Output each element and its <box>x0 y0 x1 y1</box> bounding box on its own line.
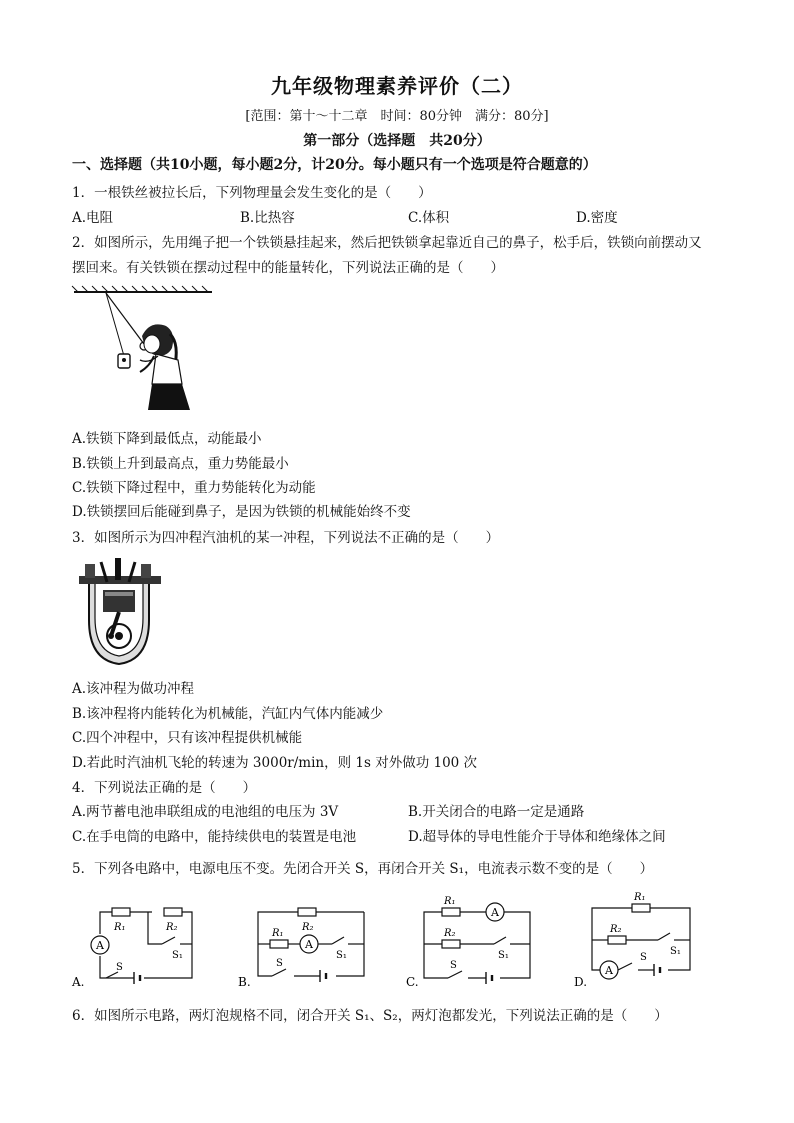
q2-stem-line2: 摆回来。有关铁锁在摆动过程中的能量转化，下列说法正确的是（ ） <box>72 260 504 276</box>
q2-stem-line1: 2．如图所示，先用绳子把一个铁锁悬挂起来，然后把铁锁拿起靠近自己的鼻子，松手后，铁锁向前摆动又 <box>72 235 702 251</box>
circuit-c-diagram <box>406 898 546 992</box>
q3-option-c: C.四个冲程中，只有该冲程提供机械能 <box>72 730 303 746</box>
q4-option-d: D.超导体的导电性能介于导体和绝缘体之间 <box>408 829 666 845</box>
circuit-c-s-label: S <box>450 960 457 971</box>
q2-option-d: D.铁锁摆回后能碰到鼻子，是因为铁锁的机械能始终不变 <box>72 504 411 520</box>
circuit-d-ammeter-label: A <box>605 964 613 977</box>
q4-option-c: C.在手电筒的电路中，能持续供电的装置是电池 <box>72 829 357 845</box>
q3-option-b: B.该冲程将内能转化为机械能，汽缸内气体内能减少 <box>72 706 384 722</box>
q4-option-b: B.开关闭合的电路一定是通路 <box>408 804 585 820</box>
q2-option-b: B.铁锁上升到最高点，重力势能最小 <box>72 456 289 472</box>
circuit-d-r1-label: R₁ <box>634 892 646 903</box>
section-heading: 一、选择题（共10小题，每小题2分，计20分。每小题只有一个选项是符合题意的） <box>72 157 597 173</box>
q1-stem: 1．一根铁丝被拉长后，下列物理量会发生变化的是（ ） <box>72 185 432 201</box>
circuit-b-label: B. <box>238 975 251 989</box>
q3-stem: 3．如图所示为四冲程汽油机的某一冲程，下列说法不正确的是（ ） <box>72 530 500 546</box>
q3-option-a: A.该冲程为做功冲程 <box>72 681 195 697</box>
q4-stem: 4．下列说法正确的是（ ） <box>72 780 257 796</box>
circuit-b-ammeter-label: A <box>305 938 313 951</box>
circuit-c-r2-label: R₂ <box>444 928 456 939</box>
circuit-d-s-label: S <box>640 952 647 963</box>
pendulum-lock-figure <box>72 284 222 414</box>
circuit-c-r1-label: R₁ <box>444 896 456 907</box>
circuit-b-r1-label: R₁ <box>272 928 284 939</box>
q1-option-c: C.体积 <box>408 210 450 226</box>
circuit-b-s1-label: S₁ <box>336 950 347 961</box>
circuit-b-s-label: S <box>276 958 283 969</box>
q6-stem: 6．如图所示电路，两灯泡规格不同，闭合开关 S₁、S₂，两灯泡都发光，下列说法正确的是（ ） <box>72 1008 668 1024</box>
circuit-a-r2-label: R₂ <box>166 922 178 933</box>
circuit-d-diagram <box>574 892 704 992</box>
q1-option-d: D.密度 <box>576 210 618 226</box>
circuit-d-label: D. <box>574 975 588 989</box>
paper-subtitle: [范围：第十～十二章 时间：80分钟 满分：80分] <box>245 109 549 124</box>
circuit-a-s1-label: S₁ <box>172 950 183 961</box>
circuit-a-label: A. <box>72 975 85 989</box>
circuit-d-r2-label: R₂ <box>610 924 622 935</box>
circuit-c-label: C. <box>406 975 419 989</box>
circuit-a-ammeter-label: A <box>96 939 104 952</box>
q1-option-b: B.比热容 <box>240 210 295 226</box>
part-heading: 第一部分（选择题 共20分） <box>303 133 491 149</box>
q1-option-a: A.电阻 <box>72 210 114 226</box>
circuit-c-ammeter-label: A <box>491 906 499 919</box>
circuit-c-s1-label: S₁ <box>498 950 509 961</box>
circuit-b-r2-label: R₂ <box>302 922 314 933</box>
paper-title: 九年级物理素养评价（二） <box>271 74 523 98</box>
q5-stem: 5．下列各电路中，电源电压不变。先闭合开关 S，再闭合开关 S₁，电流表示数不变的是（ ） <box>72 861 654 877</box>
circuit-a-s-label: S <box>116 962 123 973</box>
circuit-b-diagram <box>238 900 378 992</box>
circuit-a-diagram <box>72 900 202 992</box>
q2-option-a: A.铁锁下降到最低点，动能最小 <box>72 431 262 447</box>
q2-option-c: C.铁锁下降过程中，重力势能转化为动能 <box>72 480 316 496</box>
q4-option-a: A.两节蓄电池串联组成的电池组的电压为 3V <box>72 804 339 820</box>
engine-cylinder-figure <box>75 556 165 666</box>
q3-option-d: D.若此时汽油机飞轮的转速为 3000r/min，则 1s 对外做功 100 次 <box>72 755 478 771</box>
circuit-a-r1-label: R₁ <box>114 922 126 933</box>
circuit-d-s1-label: S₁ <box>670 946 681 957</box>
